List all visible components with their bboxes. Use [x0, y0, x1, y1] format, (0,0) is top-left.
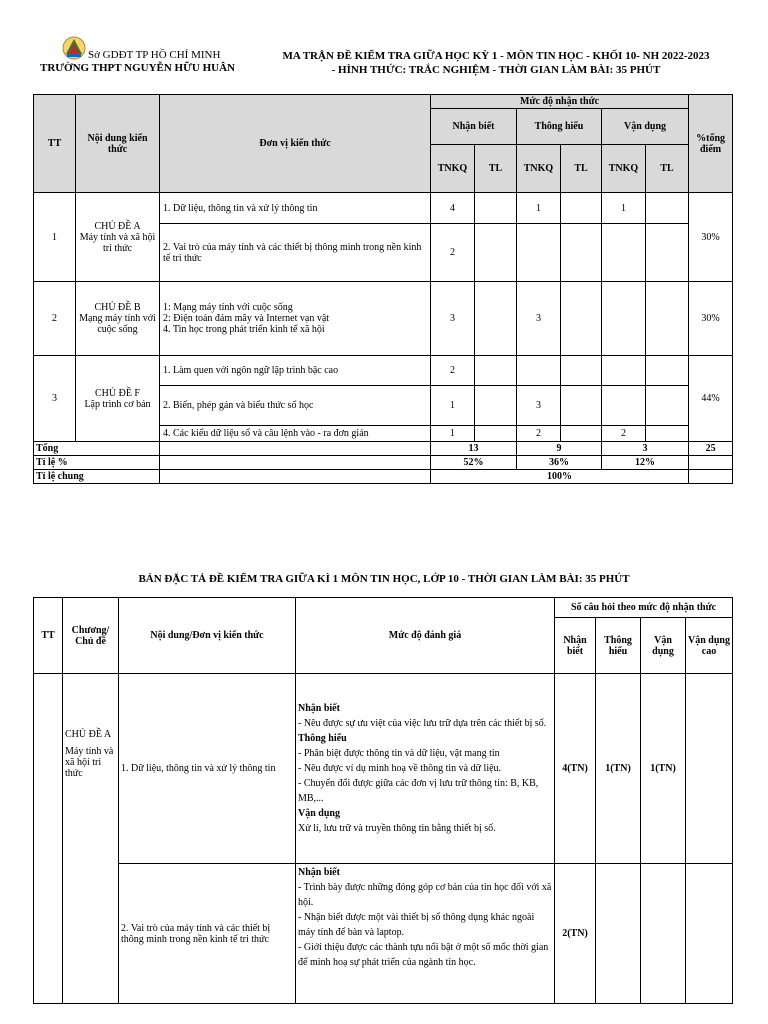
school-logo-icon [62, 36, 86, 60]
topic-code: CHỦ ĐỀ A [94, 220, 141, 232]
vd-value [602, 356, 646, 386]
empty-cell [561, 356, 602, 386]
ratio-label: Tỉ lệ % [34, 456, 160, 470]
nb-tl-value [475, 193, 517, 224]
col-thong-hieu: Thông hiểu [517, 109, 602, 145]
col-level: Mức độ nhận thức [431, 95, 689, 109]
overall-label: Tỉ lệ chung [34, 470, 160, 484]
col-tt: TT [34, 95, 76, 193]
count-vd [641, 864, 686, 1004]
col-vd-tl: TL [646, 145, 689, 193]
th-value: 2 [517, 426, 561, 442]
ratio-row [34, 456, 733, 470]
spec-tt-cell [34, 674, 63, 1004]
spec-unit: 1. Dữ liệu, thông tin và xử lý thông tin [119, 674, 296, 864]
topic-cell [76, 356, 160, 442]
total-sum: 25 [689, 442, 733, 456]
topic-cell [76, 282, 160, 356]
exam-matrix-table [33, 94, 733, 484]
unit-name: 2. Vai trò của máy tính và các thiết bị thông minh trong nền kinh tế tri thức [160, 224, 431, 282]
school-name: TRƯỜNG THPT NGUYỄN HỮU HUÂN [40, 62, 235, 74]
level-title: Vận dụng [298, 808, 340, 819]
table-row [34, 356, 733, 386]
empty-cell [160, 470, 431, 484]
assessment-line: - Nhận biết được một vài thiết bị số thông dụng khác ngoài máy tính để bàn và laptop. [298, 912, 535, 938]
topic-number: 3 [34, 356, 76, 442]
col-unit: Đơn vị kiến thức [160, 95, 431, 193]
vd-value [602, 224, 646, 282]
level-title: Nhận biết [298, 703, 340, 714]
topic-number: 1 [34, 193, 76, 282]
document-title-line-1: MA TRẬN ĐỀ KIỂM TRA GIỮA HỌC KỲ 1 - MÔN TIN HỌC - KHỐI 10- NH 2022-2023 [282, 50, 710, 62]
spec-title: BẢN ĐẶC TẢ ĐỀ KIỂM TRA GIỮA KÌ 1 MÔN TIN HỌC, LỚP 10 - THỜI GIAN LÀM BÀI: 35 PHÚT [138, 573, 630, 585]
assessment-line: - Chuyển đổi được giữa các đơn vị lưu trữ thông tin: B, KB, MB,... [298, 778, 539, 804]
topic-name: Lập trình cơ bản [84, 398, 151, 410]
unit-name: 1. Dữ liệu, thông tin và xử lý thông tin [160, 193, 431, 224]
vd-value [602, 282, 646, 356]
col-th-tl: TL [561, 145, 602, 193]
ratio-vd: 12% [602, 456, 689, 470]
th-tl-value [561, 193, 602, 224]
th-value: 3 [517, 282, 561, 356]
spec-chapter-cell [63, 674, 119, 1004]
spec-assessment [296, 864, 555, 1004]
spec-col-chapter: Chương/ Chủ đề [63, 598, 119, 674]
topic-percent: 30% [689, 193, 733, 282]
total-th: 9 [517, 442, 602, 456]
empty-cell [689, 456, 733, 470]
nb-value: 1 [431, 426, 475, 442]
empty-cell [475, 224, 517, 282]
th-value [517, 356, 561, 386]
count-nb: 4(TN) [555, 674, 596, 864]
ratio-th: 36% [517, 456, 602, 470]
col-th-tnkq: TNKQ [517, 145, 561, 193]
count-vdc [686, 864, 733, 1004]
topic-number: 2 [34, 282, 76, 356]
empty-cell [160, 456, 431, 470]
empty-cell [646, 386, 689, 426]
assessment-line: - Phân biệt được thông tin và dữ liệu, vật mang tin [298, 748, 500, 759]
col-percent: %tổng điểm [689, 95, 733, 193]
vd-value: 2 [602, 426, 646, 442]
overall-value: 100% [431, 470, 689, 484]
topic-name: Máy tính và xã hội tri thức [79, 231, 156, 254]
total-nb: 13 [431, 442, 517, 456]
nb-value: 2 [431, 224, 475, 282]
document-title [262, 49, 730, 77]
col-vd-tnkq: TNKQ [602, 145, 646, 193]
count-vd: 1(TN) [641, 674, 686, 864]
empty-cell [646, 282, 689, 356]
table-row [34, 282, 733, 356]
topic-percent: 44% [689, 356, 733, 442]
unit-name: 2. Biến, phép gán và biểu thức số học [160, 386, 431, 426]
unit-name: 1. Làm quen với ngôn ngữ lập trình bậc cao [160, 356, 431, 386]
department-name: Sở GDĐT TP HỒ CHÍ MINH [88, 49, 221, 61]
empty-cell [646, 356, 689, 386]
vd-value [602, 386, 646, 426]
unit-line: 1: Mạng máy tính với cuộc sống 2: Điện toán đám mây và Internet vạn vật 4. Tin học trong phát triển kinh tế xã hội [163, 302, 330, 335]
th-value: 3 [517, 386, 561, 426]
count-vdc [686, 674, 733, 864]
overall-row [34, 470, 733, 484]
total-label: Tổng [34, 442, 160, 456]
level-title: Nhận biết [298, 867, 340, 878]
chapter-name: Máy tính và xã hội tri thức [65, 746, 114, 779]
col-nb-tl: TL [475, 145, 517, 193]
ratio-nb: 52% [431, 456, 517, 470]
empty-cell [475, 386, 517, 426]
vd-value: 1 [602, 193, 646, 224]
col-nb-tnkq: TNKQ [431, 145, 475, 193]
spec-col-tt: TT [34, 598, 63, 674]
unit-name [160, 282, 431, 356]
th-value: 1 [517, 193, 561, 224]
empty-cell [689, 470, 733, 484]
table-row [34, 193, 733, 224]
level-title: Thông hiểu [298, 733, 347, 744]
spec-assessment [296, 674, 555, 864]
assessment-line: - Nêu được sự ưu việt của việc lưu trữ dựa trên các thiết bị số. [298, 718, 547, 729]
spec-col-content: Nội dung/Đơn vị kiến thức [119, 598, 296, 674]
spec-col-nb: Nhận biết [555, 618, 596, 674]
count-nb: 2(TN) [555, 864, 596, 1004]
assessment-line: Xử lí, lưu trữ và truyền thông tin bằng thiết bị số. [298, 823, 496, 834]
total-vd: 3 [602, 442, 689, 456]
col-van-dung: Vận dụng [602, 109, 689, 145]
topic-code: CHỦ ĐỀ B [94, 302, 141, 313]
empty-cell [160, 442, 431, 456]
nb-value: 4 [431, 193, 475, 224]
assessment-line: - Nêu được ví dụ minh hoạ về thông tin và dữ liệu. [298, 763, 502, 774]
total-row [34, 442, 733, 456]
spec-col-vdc: Vận dụng cao [686, 618, 733, 674]
empty-cell [475, 426, 517, 442]
assessment-line: - Giới thiệu được các thành tựu nổi bật ở một số mốc thời gian để minh hoạ sự phát triển của ngành tin học. [298, 942, 549, 968]
spec-table [33, 597, 733, 1004]
empty-cell [646, 426, 689, 442]
nb-value: 3 [431, 282, 475, 356]
empty-cell [561, 282, 602, 356]
empty-cell [475, 282, 517, 356]
chapter-code: CHỦ ĐỀ A [65, 729, 112, 740]
nb-value: 2 [431, 356, 475, 386]
nb-value: 1 [431, 386, 475, 426]
spec-unit: 2. Vai trò của máy tính và các thiết bị thông minh trong nền kinh tế tri thức [119, 864, 296, 1004]
spec-col-assess: Mức độ đánh giá [296, 598, 555, 674]
vd-tl-value [646, 193, 689, 224]
empty-cell [561, 224, 602, 282]
empty-cell [475, 356, 517, 386]
document-title-line-2: - HÌNH THỨC: TRẮC NGHIỆM - THỜI GIAN LÀM BÀI: 35 PHÚT [331, 64, 661, 76]
col-content: Nội dung kiến thức [76, 95, 160, 193]
count-th: 1(TN) [596, 674, 641, 864]
empty-cell [561, 386, 602, 426]
col-nhan-biet: Nhận biết [431, 109, 517, 145]
count-th [596, 864, 641, 1004]
spec-col-vd: Vận dụng [641, 618, 686, 674]
topic-cell [76, 193, 160, 282]
spec-col-th: Thông hiểu [596, 618, 641, 674]
assessment-line: - Trình bày được những đóng góp cơ bản của tin học đối với xã hội. [298, 882, 552, 908]
topic-code: CHỦ ĐỀ F [94, 387, 140, 399]
topic-name: Mạng máy tính với cuộc sống [79, 313, 156, 335]
topic-percent: 30% [689, 282, 733, 356]
empty-cell [646, 224, 689, 282]
spec-col-count: Số câu hỏi theo mức độ nhận thức [555, 598, 733, 618]
unit-name: 4. Các kiểu dữ liệu số và câu lệnh vào - ra đơn giản [160, 426, 431, 442]
empty-cell [561, 426, 602, 442]
table-row [34, 864, 733, 1004]
th-value [517, 224, 561, 282]
table-row [34, 674, 733, 864]
